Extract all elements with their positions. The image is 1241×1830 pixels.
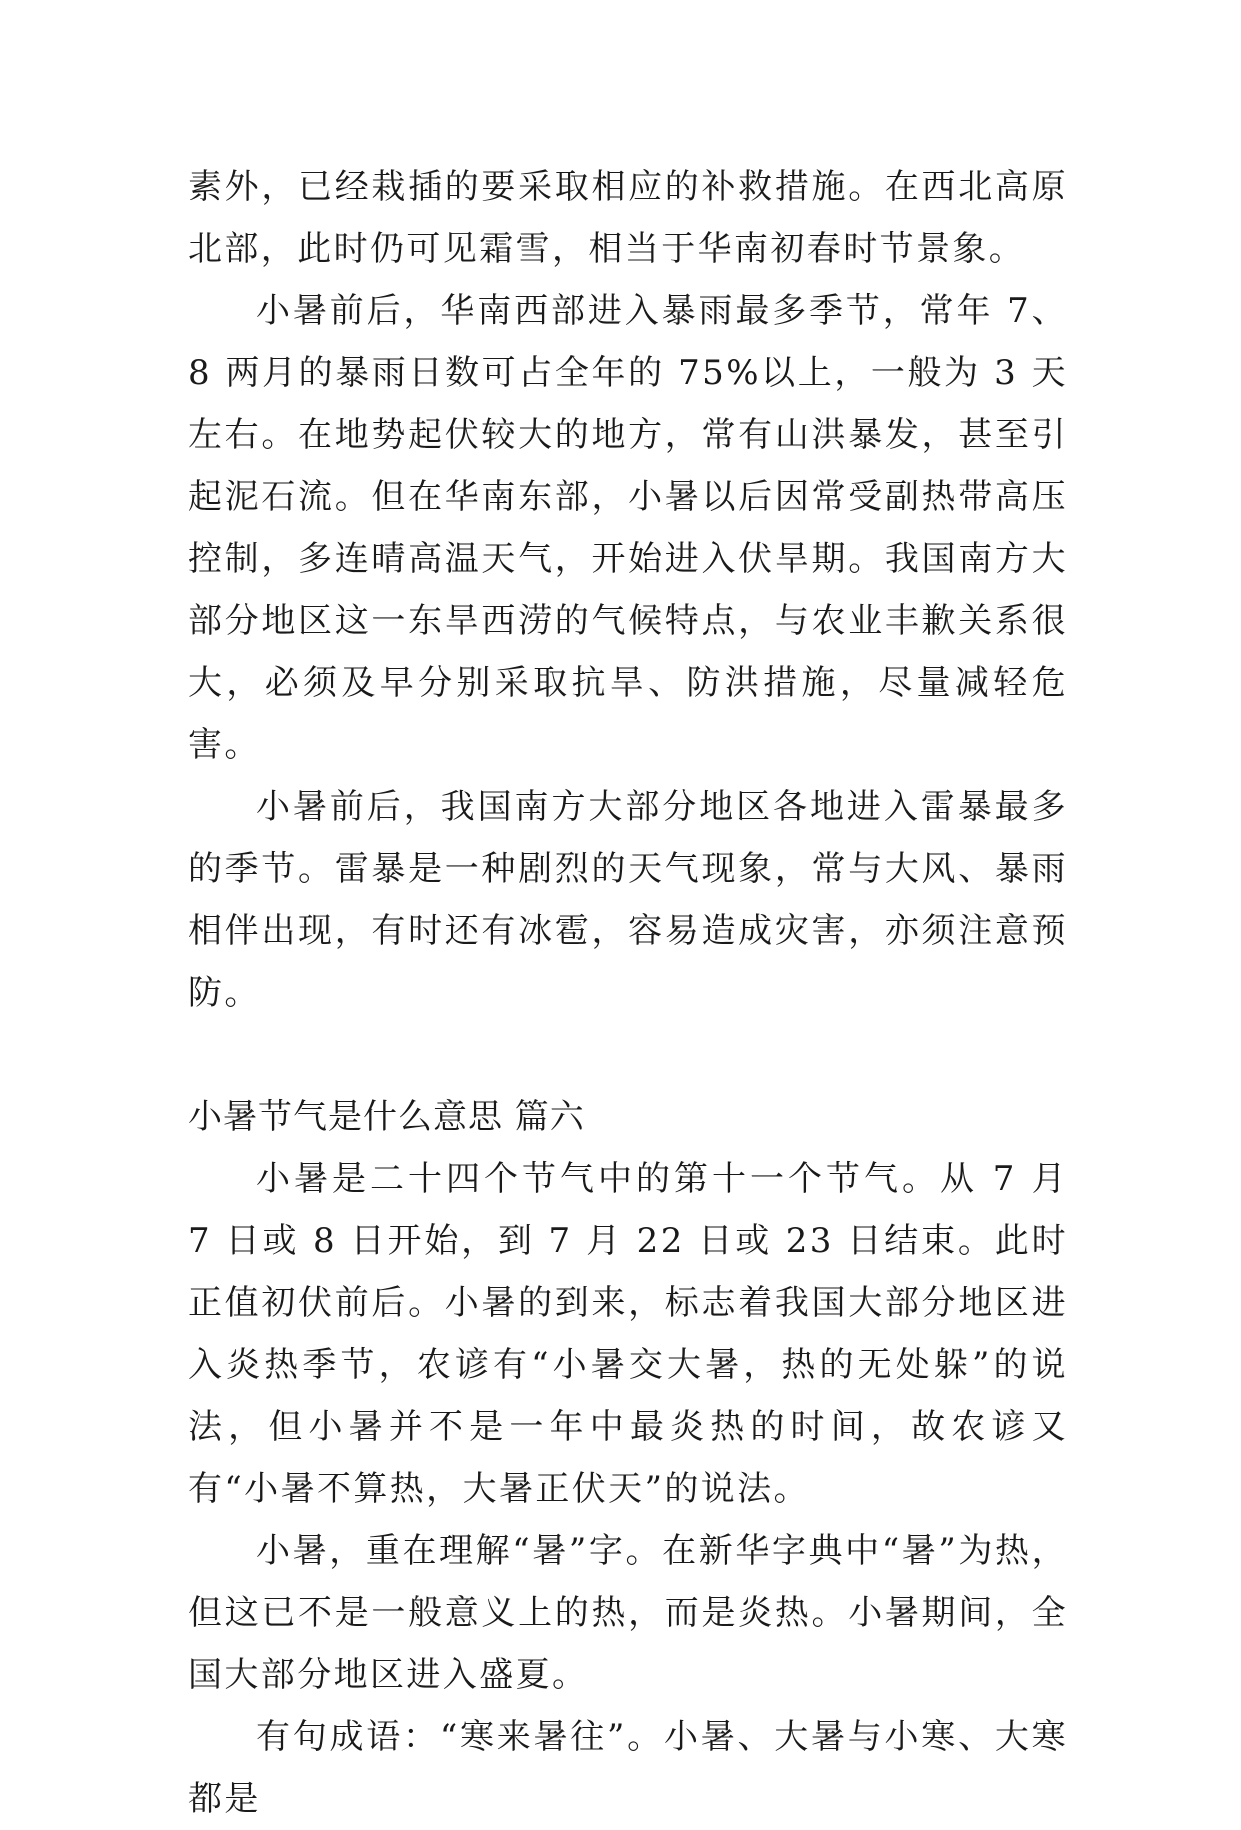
section-heading: 小暑节气是什么意思 篇六 <box>188 1097 585 1137</box>
paragraph-meaning: 小暑，重在理解“暑”字。在新华字典中“暑”为热，但这已不是一般意义上的热，而是炎热。小暑期间，全国大部分地区进入盛夏。 <box>188 1531 1068 1695</box>
paragraph-rainstorm: 小暑前后，华南西部进入暴雨最多季节，常年 7、8 两月的暴雨日数可占全年的 75%以上，一般为 3 天左右。在地势起伏较大的地方，常有山洪暴发，甚至引起泥石流。但在华南东部，小暑以后因常受副热带高压控制，多连晴高温天气，开始进入伏旱期。我国南方大部分地区这一东旱西涝的气候特点，与农业丰歉关系很大，必须及早分别采取抗旱、防洪措施，尽量减轻危害。 <box>188 291 1068 765</box>
paragraph-idiom: 有句成语：“寒来暑往”。小暑、大暑与小寒、大寒都是 <box>188 1717 1068 1819</box>
document-body <box>188 156 1068 1830</box>
paragraph-continued: 素外，已经栽插的要采取相应的补救措施。在西北高原北部，此时仍可见霜雪，相当于华南初春时节景象。 <box>188 167 1068 269</box>
paragraph-intro: 小暑是二十四个节气中的第十一个节气。从 7 月 7 日或 8 日开始，到 7 月 22 日或 23 日结束。此时正值初伏前后。小暑的到来，标志着我国大部分地区进入炎热季节，农谚有“小暑交大暑，热的无处躲”的说法，但小暑并不是一年中最炎热的时间，故农谚又有“小暑不算热，大暑正伏天”的说法。 <box>188 1159 1068 1509</box>
paragraph-thunderstorm: 小暑前后，我国南方大部分地区各地进入雷暴最多的季节。雷暴是一种剧烈的天气现象，常与大风、暴雨相伴出现，有时还有冰雹，容易造成灾害，亦须注意预防。 <box>188 787 1068 1013</box>
